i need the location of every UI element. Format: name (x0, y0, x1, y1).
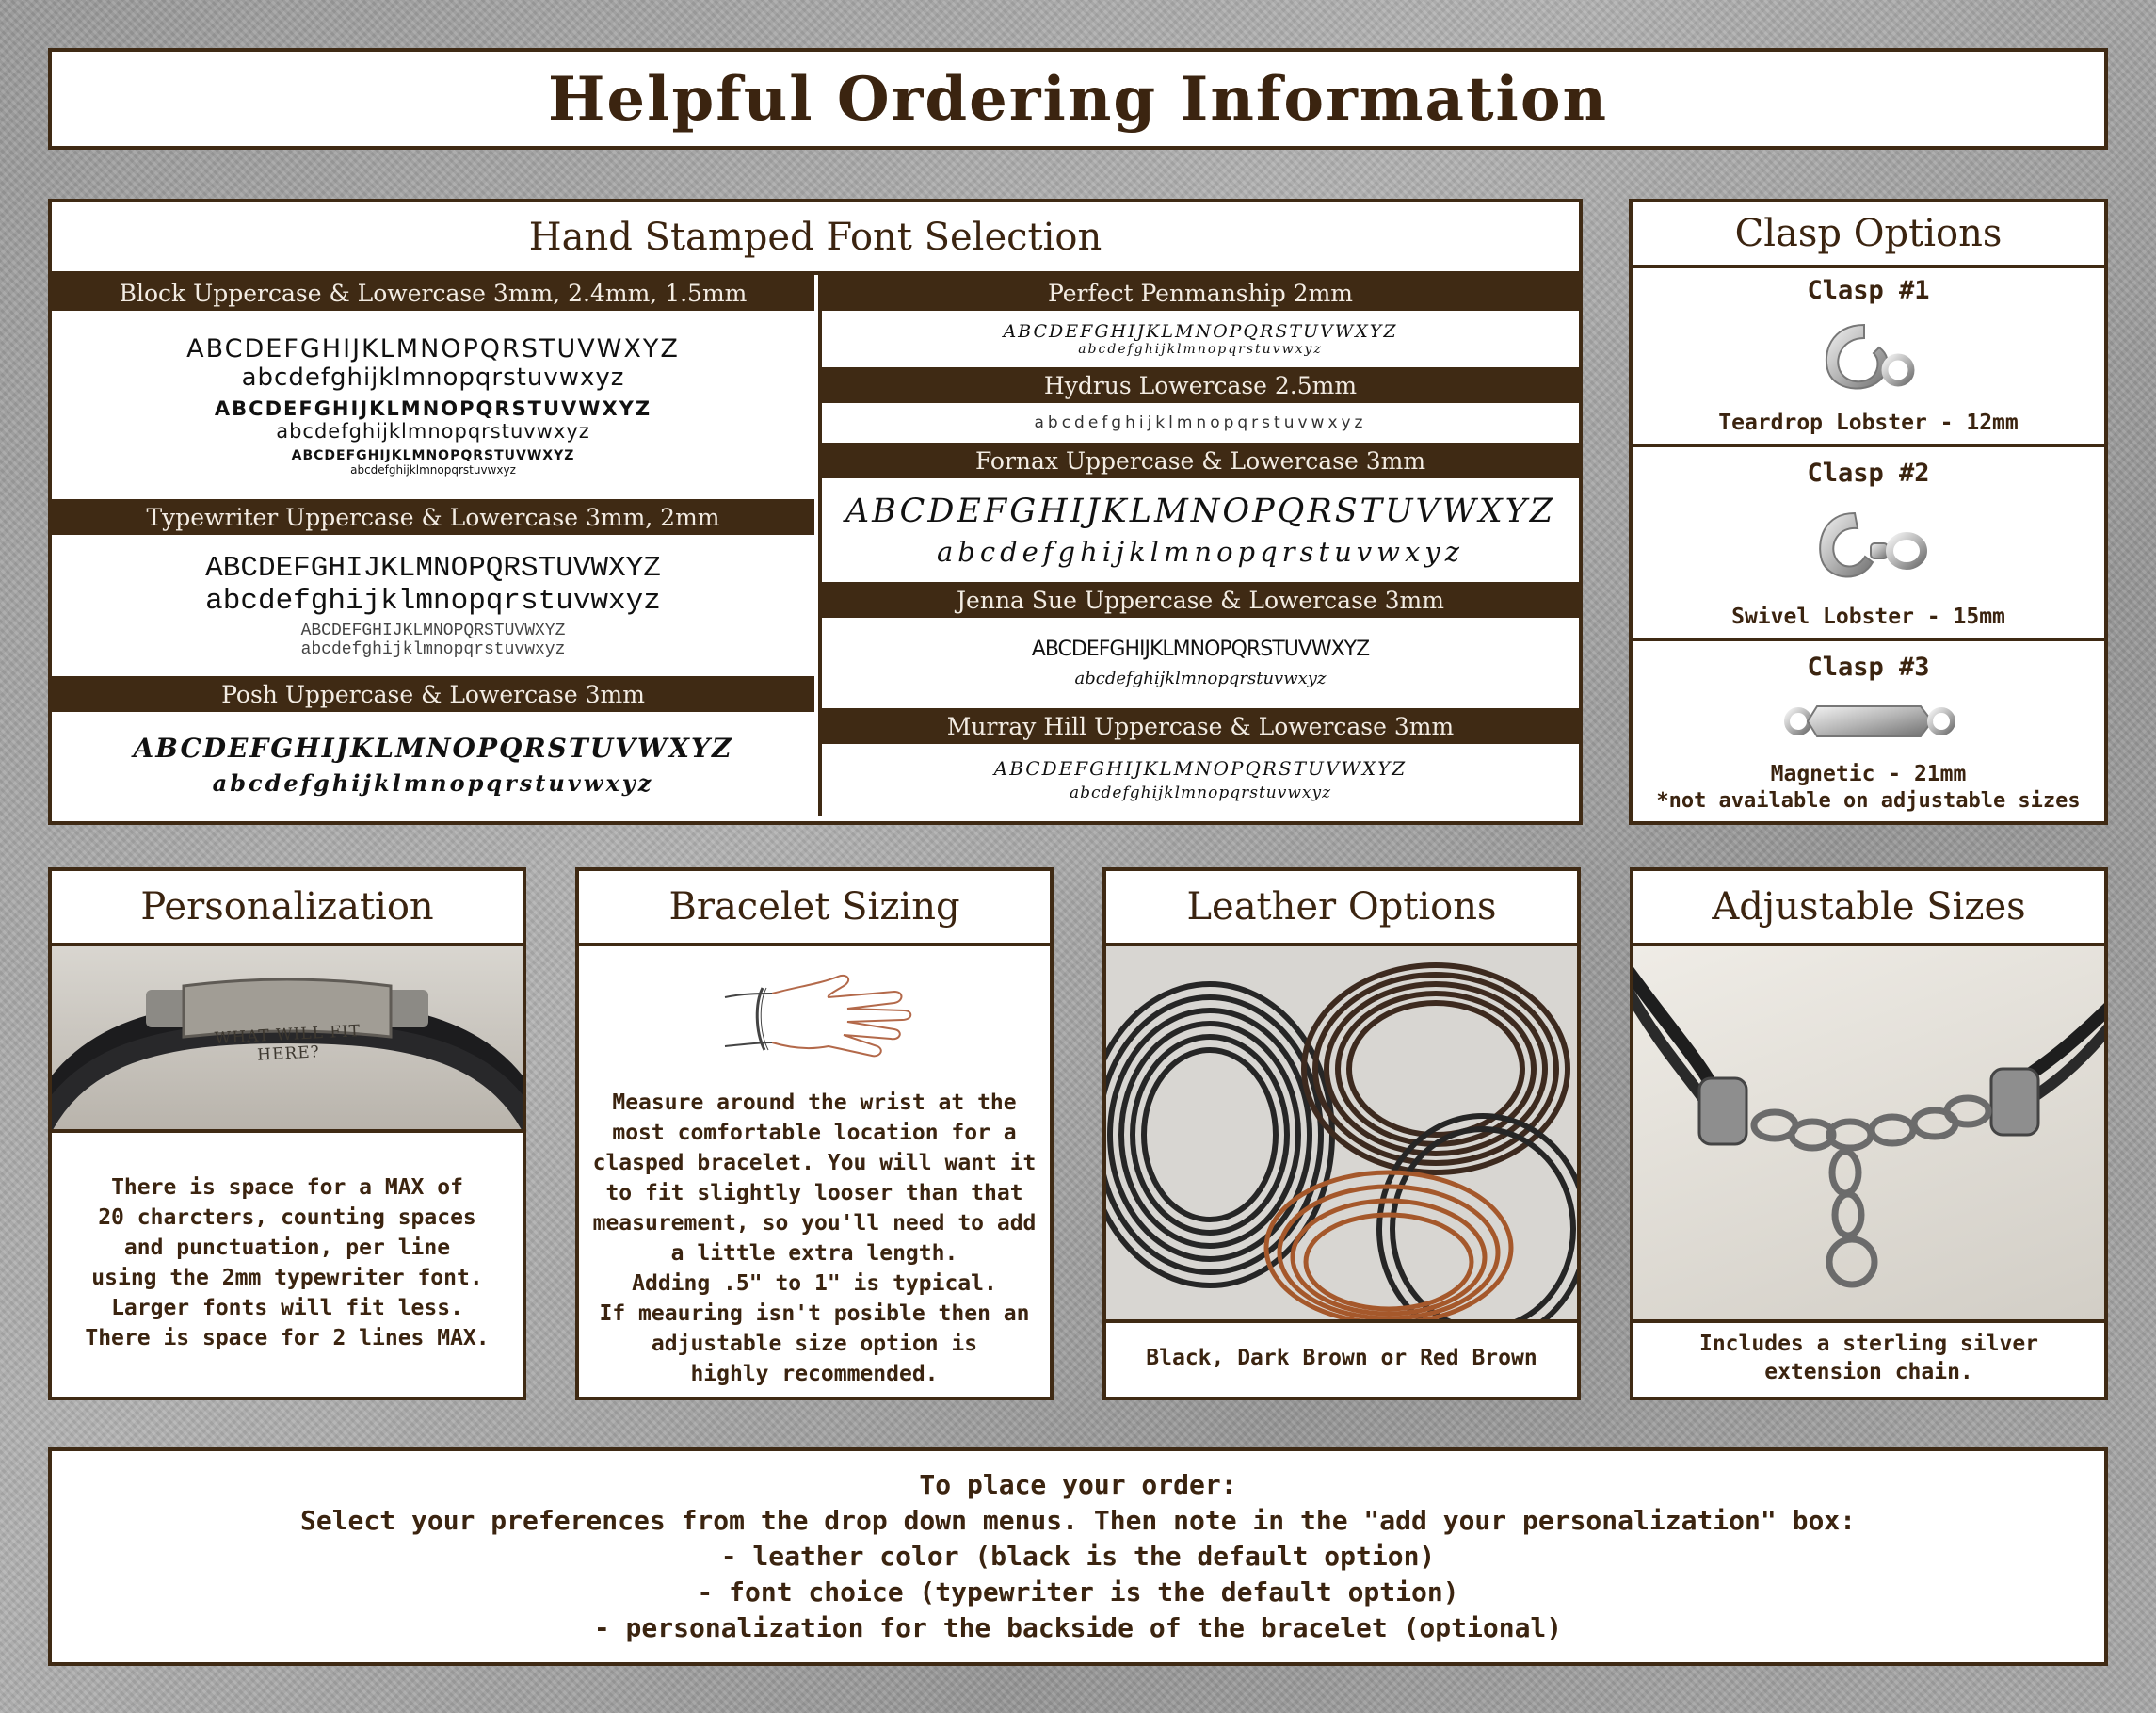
font-sample-penmanship (822, 311, 1579, 367)
order-line: - leather color (black is the default option) (720, 1541, 1436, 1572)
font-label-murray: Murray Hill Uppercase & Lowercase 3mm (822, 708, 1579, 744)
font-column-left (52, 275, 814, 817)
page-title: Helpful Ordering Information (547, 63, 1609, 135)
bracelet-photo (52, 946, 523, 1133)
leather-options-heading: Leather Options (1106, 871, 1577, 946)
block-lower-3mm: abcdefghijklmnopqrstuvwxyz (241, 363, 625, 392)
font-label-penmanship: Perfect Penmanship 2mm (822, 275, 1579, 311)
personalization-line: There is space for 2 lines MAX. (85, 1326, 490, 1350)
jenna-lower: abcdefghijklmnopqrstuvwxyz (1074, 669, 1327, 688)
sizing-line: If meauring isn't posible then an (599, 1301, 1030, 1326)
sizing-line: Measure around the wrist at the (612, 1091, 1017, 1115)
font-selection-heading: Hand Stamped Font Selection (52, 202, 1579, 275)
personalization-line: and punctuation, per line (123, 1236, 451, 1260)
personalization-card (48, 867, 526, 1400)
murray-upper: ABCDEFGHIJKLMNOPQRSTUVWXYZ (993, 757, 1408, 780)
sizing-line: measurement, so you'll need to add (592, 1211, 1037, 1236)
font-column-right (818, 275, 1579, 816)
font-sample-posh (52, 712, 814, 817)
adjustable-sizes-heading: Adjustable Sizes (1633, 871, 2104, 946)
font-label-hydrus: Hydrus Lowercase 2.5mm (822, 367, 1579, 403)
clasp-options-heading: Clasp Options (1633, 202, 2104, 268)
adjustable-text (1633, 1323, 2104, 1393)
hand-sketch (579, 946, 1050, 1088)
clasp-3-name: Clasp #3 (1807, 653, 1930, 682)
clasp-1-name: Clasp #1 (1807, 276, 1930, 305)
font-sample-fornax (822, 478, 1579, 582)
personalization-line: using the 2mm typewriter font. (91, 1266, 483, 1290)
typewriter-lower-2mm: abcdefghijklmnopqrstuvwxyz (300, 640, 566, 659)
magnetic-clasp-icon (1779, 693, 1958, 750)
bracelet-sizing-card (575, 867, 1054, 1400)
font-sample-hydrus (822, 403, 1579, 443)
clasp-option-3 (1633, 645, 2104, 821)
order-line: To place your order: (919, 1469, 1237, 1500)
adjustable-line: extension chain. (1764, 1360, 1973, 1384)
fornax-upper: ABCDEFGHIJKLMNOPQRSTUVWXYZ (845, 493, 1556, 530)
clasp-3-note: *not available on adjustable sizes (1656, 789, 2081, 814)
leather-caption: Black, Dark Brown or Red Brown (1146, 1346, 1537, 1370)
font-sample-murray (822, 744, 1579, 816)
swivel-lobster-clasp-icon (1803, 504, 1935, 589)
font-label-jenna: Jenna Sue Uppercase & Lowercase 3mm (822, 582, 1579, 618)
clasp-option-2 (1633, 451, 2104, 641)
adjustable-sizes-card (1630, 867, 2108, 1400)
clasp-option-1 (1633, 268, 2104, 447)
order-line: Select your preferences from the drop down menus. Then note in the "add your personalization" box: (299, 1505, 1857, 1536)
block-upper-3mm: ABCDEFGHIJKLMNOPQRSTUVWXYZ (186, 333, 680, 364)
jenna-upper: ABCDEFGHIJKLMNOPQRSTUVWXYZ (1031, 638, 1370, 661)
order-instructions-panel (48, 1447, 2108, 1666)
sizing-line: a little extra length. (670, 1241, 958, 1266)
sizing-line: most comfortable location for a (612, 1121, 1017, 1145)
typewriter-upper-2mm: ABCDEFGHIJKLMNOPQRSTUVWXYZ (300, 622, 566, 640)
extension-chain-icon (1633, 946, 2104, 1323)
font-label-typewriter: Typewriter Uppercase & Lowercase 3mm, 2mm (52, 499, 814, 535)
clasp-2-name: Clasp #2 (1807, 459, 1930, 488)
personalization-text (52, 1133, 523, 1393)
extension-chain-photo (1633, 946, 2104, 1323)
posh-lower: abcdefghijklmnopqrstuvwxyz (212, 769, 654, 797)
block-upper-2-4mm: ABCDEFGHIJKLMNOPQRSTUVWXYZ (214, 396, 652, 420)
font-sample-block (52, 311, 814, 499)
posh-upper: ABCDEFGHIJKLMNOPQRSTUVWXYZ (133, 733, 733, 764)
order-line: - font choice (typewriter is the default option) (697, 1576, 1459, 1608)
adjustable-line: Includes a sterling silver (1698, 1332, 2039, 1356)
clasp-2-desc: Swivel Lobster - 15mm (1731, 605, 2005, 630)
clasp-3-info (1656, 761, 2080, 816)
font-selection-panel (48, 199, 1583, 825)
font-sample-jenna (822, 618, 1579, 708)
murray-lower: abcdefghijklmnopqrstuvwxyz (1069, 784, 1332, 802)
bracelet-sizing-heading: Bracelet Sizing (579, 871, 1050, 946)
personalization-heading: Personalization (52, 871, 523, 946)
block-upper-1-5mm: ABCDEFGHIJKLMNOPQRSTUVWXYZ (291, 447, 575, 463)
sizing-line: to fit slightly looser than that (605, 1181, 1023, 1205)
leather-cords-icon (1106, 946, 1577, 1323)
clasp-3-desc: Magnetic - 21mm (1770, 761, 1967, 786)
personalization-line: There is space for a MAX of (111, 1175, 463, 1200)
leather-options-card (1102, 867, 1581, 1400)
leather-cord-photo (1106, 946, 1577, 1323)
font-label-block: Block Uppercase & Lowercase 3mm, 2.4mm, 1.5mm (52, 275, 814, 311)
sizing-text (579, 1088, 1050, 1389)
personalization-line: 20 charcters, counting spaces (98, 1205, 476, 1230)
order-line: - personalization for the backside of the bracelet (optional) (593, 1612, 1563, 1643)
fornax-lower: abcdefghijklmnopqrstuvwxyz (937, 536, 1464, 568)
hydrus-lower: abcdefghijklmnopqrstuvwxyz (1034, 413, 1367, 432)
title-banner (48, 48, 2108, 150)
sizing-line: Adding .5" to 1" is typical. (632, 1271, 997, 1296)
hand-measure-icon (706, 956, 923, 1078)
font-sample-typewriter (52, 535, 814, 676)
clasp-options-panel (1629, 199, 2108, 825)
typewriter-lower-3mm: abcdefghijklmnopqrstuvwxyz (205, 585, 661, 618)
sizing-line: highly recommended. (690, 1362, 939, 1386)
block-lower-2-4mm: abcdefghijklmnopqrstuvwxyz (276, 419, 590, 443)
sizing-line: clasped bracelet. You will want it (592, 1151, 1037, 1175)
font-label-fornax: Fornax Uppercase & Lowercase 3mm (822, 443, 1579, 478)
penmanship-upper: ABCDEFGHIJKLMNOPQRSTUVWXYZ (1003, 321, 1398, 342)
personalization-line: Larger fonts will fit less. (111, 1296, 463, 1320)
bracelet-engraving: WHAT WILL FIT HERE? (214, 1021, 362, 1065)
font-label-posh: Posh Uppercase & Lowercase 3mm (52, 676, 814, 712)
teardrop-lobster-clasp-icon (1808, 315, 1930, 400)
penmanship-lower: abcdefghijklmnopqrstuvwxyz (1078, 342, 1323, 357)
block-lower-1-5mm: abcdefghijklmnopqrstuvwxyz (350, 462, 516, 477)
sizing-line: adjustable size option is (651, 1332, 978, 1356)
typewriter-upper-3mm: ABCDEFGHIJKLMNOPQRSTUVWXYZ (205, 552, 661, 585)
clasp-1-desc: Teardrop Lobster - 12mm (1718, 411, 2019, 436)
